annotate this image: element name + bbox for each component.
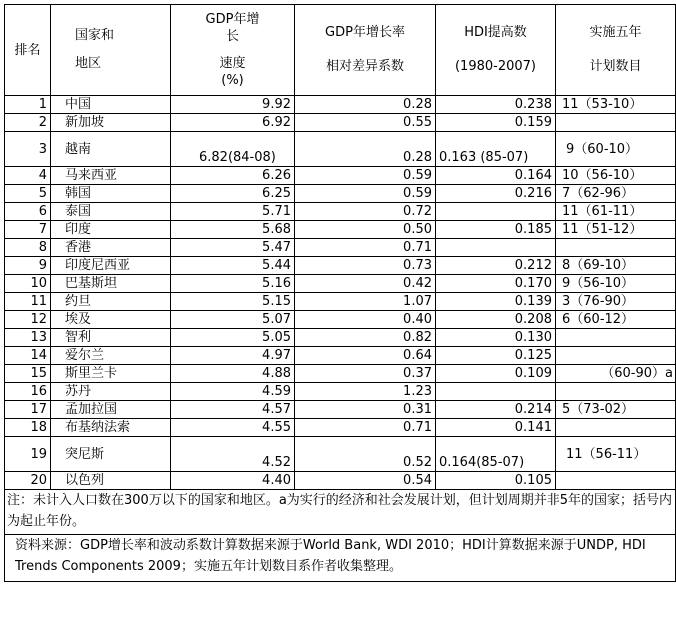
table-row — [5, 365, 676, 383]
row-cv: 0.37 — [295, 365, 436, 383]
row-country: 印度尼西亚 — [51, 257, 171, 275]
row-country: 香港 — [51, 239, 171, 257]
row-hdi: 0.212 — [436, 257, 556, 275]
row-plan — [556, 383, 676, 401]
row-cv: 0.52 — [295, 437, 436, 472]
table-row — [5, 329, 676, 347]
row-gdp-growth: 4.40 — [171, 472, 295, 490]
row-gdp-growth: 6.26 — [171, 167, 295, 185]
row-cv: 0.28 — [295, 132, 436, 167]
row-hdi: 0.141 — [436, 419, 556, 437]
row-country: 突尼斯 — [51, 437, 171, 472]
table-row — [5, 275, 676, 293]
row-country: 埃及 — [51, 311, 171, 329]
table-row — [5, 311, 676, 329]
row-gdp-growth: 6.92 — [171, 114, 295, 132]
row-country: 爱尔兰 — [51, 347, 171, 365]
row-plan — [556, 347, 676, 365]
table-row — [5, 221, 676, 239]
header-plan: 实施五年 计划数目 — [556, 5, 676, 96]
row-rank: 20 — [5, 472, 51, 490]
row-gdp-growth: 4.52 — [171, 437, 295, 472]
row-gdp-growth: 5.16 — [171, 275, 295, 293]
table-row — [5, 132, 676, 167]
row-hdi: 0.139 — [436, 293, 556, 311]
row-gdp-growth: 5.44 — [171, 257, 295, 275]
note-row — [5, 490, 676, 535]
row-gdp-growth: 6.82(84-08) — [171, 132, 295, 167]
row-country: 斯里兰卡 — [51, 365, 171, 383]
row-country: 智利 — [51, 329, 171, 347]
row-cv: 0.71 — [295, 419, 436, 437]
row-cv: 1.23 — [295, 383, 436, 401]
row-plan — [556, 114, 676, 132]
row-country: 孟加拉国 — [51, 401, 171, 419]
row-cv: 0.50 — [295, 221, 436, 239]
table-row — [5, 257, 676, 275]
row-plan: 10（56-10） — [556, 167, 676, 185]
table-row — [5, 437, 676, 472]
table-header-row — [5, 5, 676, 96]
table-note: 注：未计入人口数在300万以下的国家和地区。a为实行的经济和社会发展计划，但计划周期并非5年的国家；括号内为起止年份。 — [5, 490, 676, 535]
row-rank: 2 — [5, 114, 51, 132]
table-row — [5, 383, 676, 401]
row-gdp-growth: 5.68 — [171, 221, 295, 239]
table-row — [5, 167, 676, 185]
row-hdi: 0.159 — [436, 114, 556, 132]
row-plan — [556, 329, 676, 347]
row-country: 以色列 — [51, 472, 171, 490]
row-country: 中国 — [51, 96, 171, 114]
row-plan: 6（60-12） — [556, 311, 676, 329]
row-gdp-growth: 5.07 — [171, 311, 295, 329]
row-cv: 0.82 — [295, 329, 436, 347]
row-cv: 0.59 — [295, 185, 436, 203]
row-country: 新加坡 — [51, 114, 171, 132]
table-row — [5, 419, 676, 437]
row-cv: 0.28 — [295, 96, 436, 114]
header-rank: 排名 — [5, 5, 51, 96]
row-plan — [556, 472, 676, 490]
row-hdi: 0.105 — [436, 472, 556, 490]
row-rank: 11 — [5, 293, 51, 311]
row-country: 韩国 — [51, 185, 171, 203]
row-plan: 11（56-11） — [556, 437, 676, 472]
source-row — [5, 535, 676, 582]
row-rank: 14 — [5, 347, 51, 365]
row-plan: 7（62-96） — [556, 185, 676, 203]
row-rank: 4 — [5, 167, 51, 185]
row-hdi — [436, 239, 556, 257]
row-rank: 9 — [5, 257, 51, 275]
row-gdp-growth: 4.57 — [171, 401, 295, 419]
row-country: 越南 — [51, 132, 171, 167]
row-rank: 15 — [5, 365, 51, 383]
table-row — [5, 293, 676, 311]
row-plan: 11（51-12） — [556, 221, 676, 239]
row-rank: 13 — [5, 329, 51, 347]
header-cv: GDP年增长率 相对差异系数 — [295, 5, 436, 96]
row-rank: 6 — [5, 203, 51, 221]
row-country: 布基纳法索 — [51, 419, 171, 437]
row-gdp-growth: 4.59 — [171, 383, 295, 401]
row-country: 印度 — [51, 221, 171, 239]
row-rank: 19 — [5, 437, 51, 472]
row-rank: 16 — [5, 383, 51, 401]
row-hdi: 0.163 (85-07) — [436, 132, 556, 167]
row-rank: 5 — [5, 185, 51, 203]
header-gdp-growth: GDP年增 长 速度 (%) — [171, 5, 295, 96]
table-body — [5, 96, 676, 490]
table-row — [5, 472, 676, 490]
row-rank: 3 — [5, 132, 51, 167]
row-gdp-growth: 5.47 — [171, 239, 295, 257]
row-gdp-growth: 4.88 — [171, 365, 295, 383]
row-plan: （60-90）a — [556, 365, 676, 383]
table-row — [5, 347, 676, 365]
row-rank: 8 — [5, 239, 51, 257]
row-gdp-growth: 5.05 — [171, 329, 295, 347]
row-rank: 1 — [5, 96, 51, 114]
row-plan: 11（61-11） — [556, 203, 676, 221]
row-cv: 0.73 — [295, 257, 436, 275]
table-row — [5, 239, 676, 257]
table-row — [5, 114, 676, 132]
row-rank: 17 — [5, 401, 51, 419]
row-hdi: 0.238 — [436, 96, 556, 114]
row-gdp-growth: 4.55 — [171, 419, 295, 437]
row-hdi — [436, 203, 556, 221]
row-cv: 0.31 — [295, 401, 436, 419]
row-cv: 0.72 — [295, 203, 436, 221]
row-hdi: 0.109 — [436, 365, 556, 383]
data-table-container — [4, 4, 673, 582]
row-plan: 3（76-90） — [556, 293, 676, 311]
row-hdi: 0.208 — [436, 311, 556, 329]
row-gdp-growth: 9.92 — [171, 96, 295, 114]
row-country: 巴基斯坦 — [51, 275, 171, 293]
row-cv: 0.59 — [295, 167, 436, 185]
row-gdp-growth: 5.71 — [171, 203, 295, 221]
row-country: 泰国 — [51, 203, 171, 221]
row-country: 约旦 — [51, 293, 171, 311]
header-country: 国家和 地区 — [51, 5, 171, 96]
row-plan: 9（60-10） — [556, 132, 676, 167]
row-rank: 12 — [5, 311, 51, 329]
row-hdi: 0.185 — [436, 221, 556, 239]
row-hdi: 0.216 — [436, 185, 556, 203]
row-cv: 1.07 — [295, 293, 436, 311]
row-gdp-growth: 6.25 — [171, 185, 295, 203]
row-hdi: 0.214 — [436, 401, 556, 419]
row-country: 苏丹 — [51, 383, 171, 401]
row-plan: 5（73-02） — [556, 401, 676, 419]
row-gdp-growth: 5.15 — [171, 293, 295, 311]
row-hdi: 0.130 — [436, 329, 556, 347]
row-plan: 9（56-10） — [556, 275, 676, 293]
row-plan — [556, 419, 676, 437]
row-country: 马来西亚 — [51, 167, 171, 185]
row-rank: 7 — [5, 221, 51, 239]
header-hdi: HDI提高数 (1980-2007) — [436, 5, 556, 96]
row-cv: 0.54 — [295, 472, 436, 490]
row-cv: 0.64 — [295, 347, 436, 365]
table-row — [5, 401, 676, 419]
row-cv: 0.55 — [295, 114, 436, 132]
ranking-table — [4, 4, 676, 582]
row-cv: 0.71 — [295, 239, 436, 257]
row-plan — [556, 239, 676, 257]
table-row — [5, 96, 676, 114]
row-plan: 8（69-10） — [556, 257, 676, 275]
row-rank: 10 — [5, 275, 51, 293]
table-row — [5, 203, 676, 221]
table-source: 资料来源：GDP增长率和波动系数计算数据来源于World Bank, WDI 2010；HDI计算数据来源于UNDP, HDI Trends Components 2009；实施五年计划数目系作者收集整理。 — [5, 535, 676, 582]
row-hdi: 0.170 — [436, 275, 556, 293]
row-cv: 0.42 — [295, 275, 436, 293]
table-row — [5, 185, 676, 203]
row-hdi: 0.125 — [436, 347, 556, 365]
row-cv: 0.40 — [295, 311, 436, 329]
row-hdi: 0.164 — [436, 167, 556, 185]
row-hdi: 0.164(85-07) — [436, 437, 556, 472]
row-plan: 11（53-10） — [556, 96, 676, 114]
row-gdp-growth: 4.97 — [171, 347, 295, 365]
row-rank: 18 — [5, 419, 51, 437]
row-hdi — [436, 383, 556, 401]
